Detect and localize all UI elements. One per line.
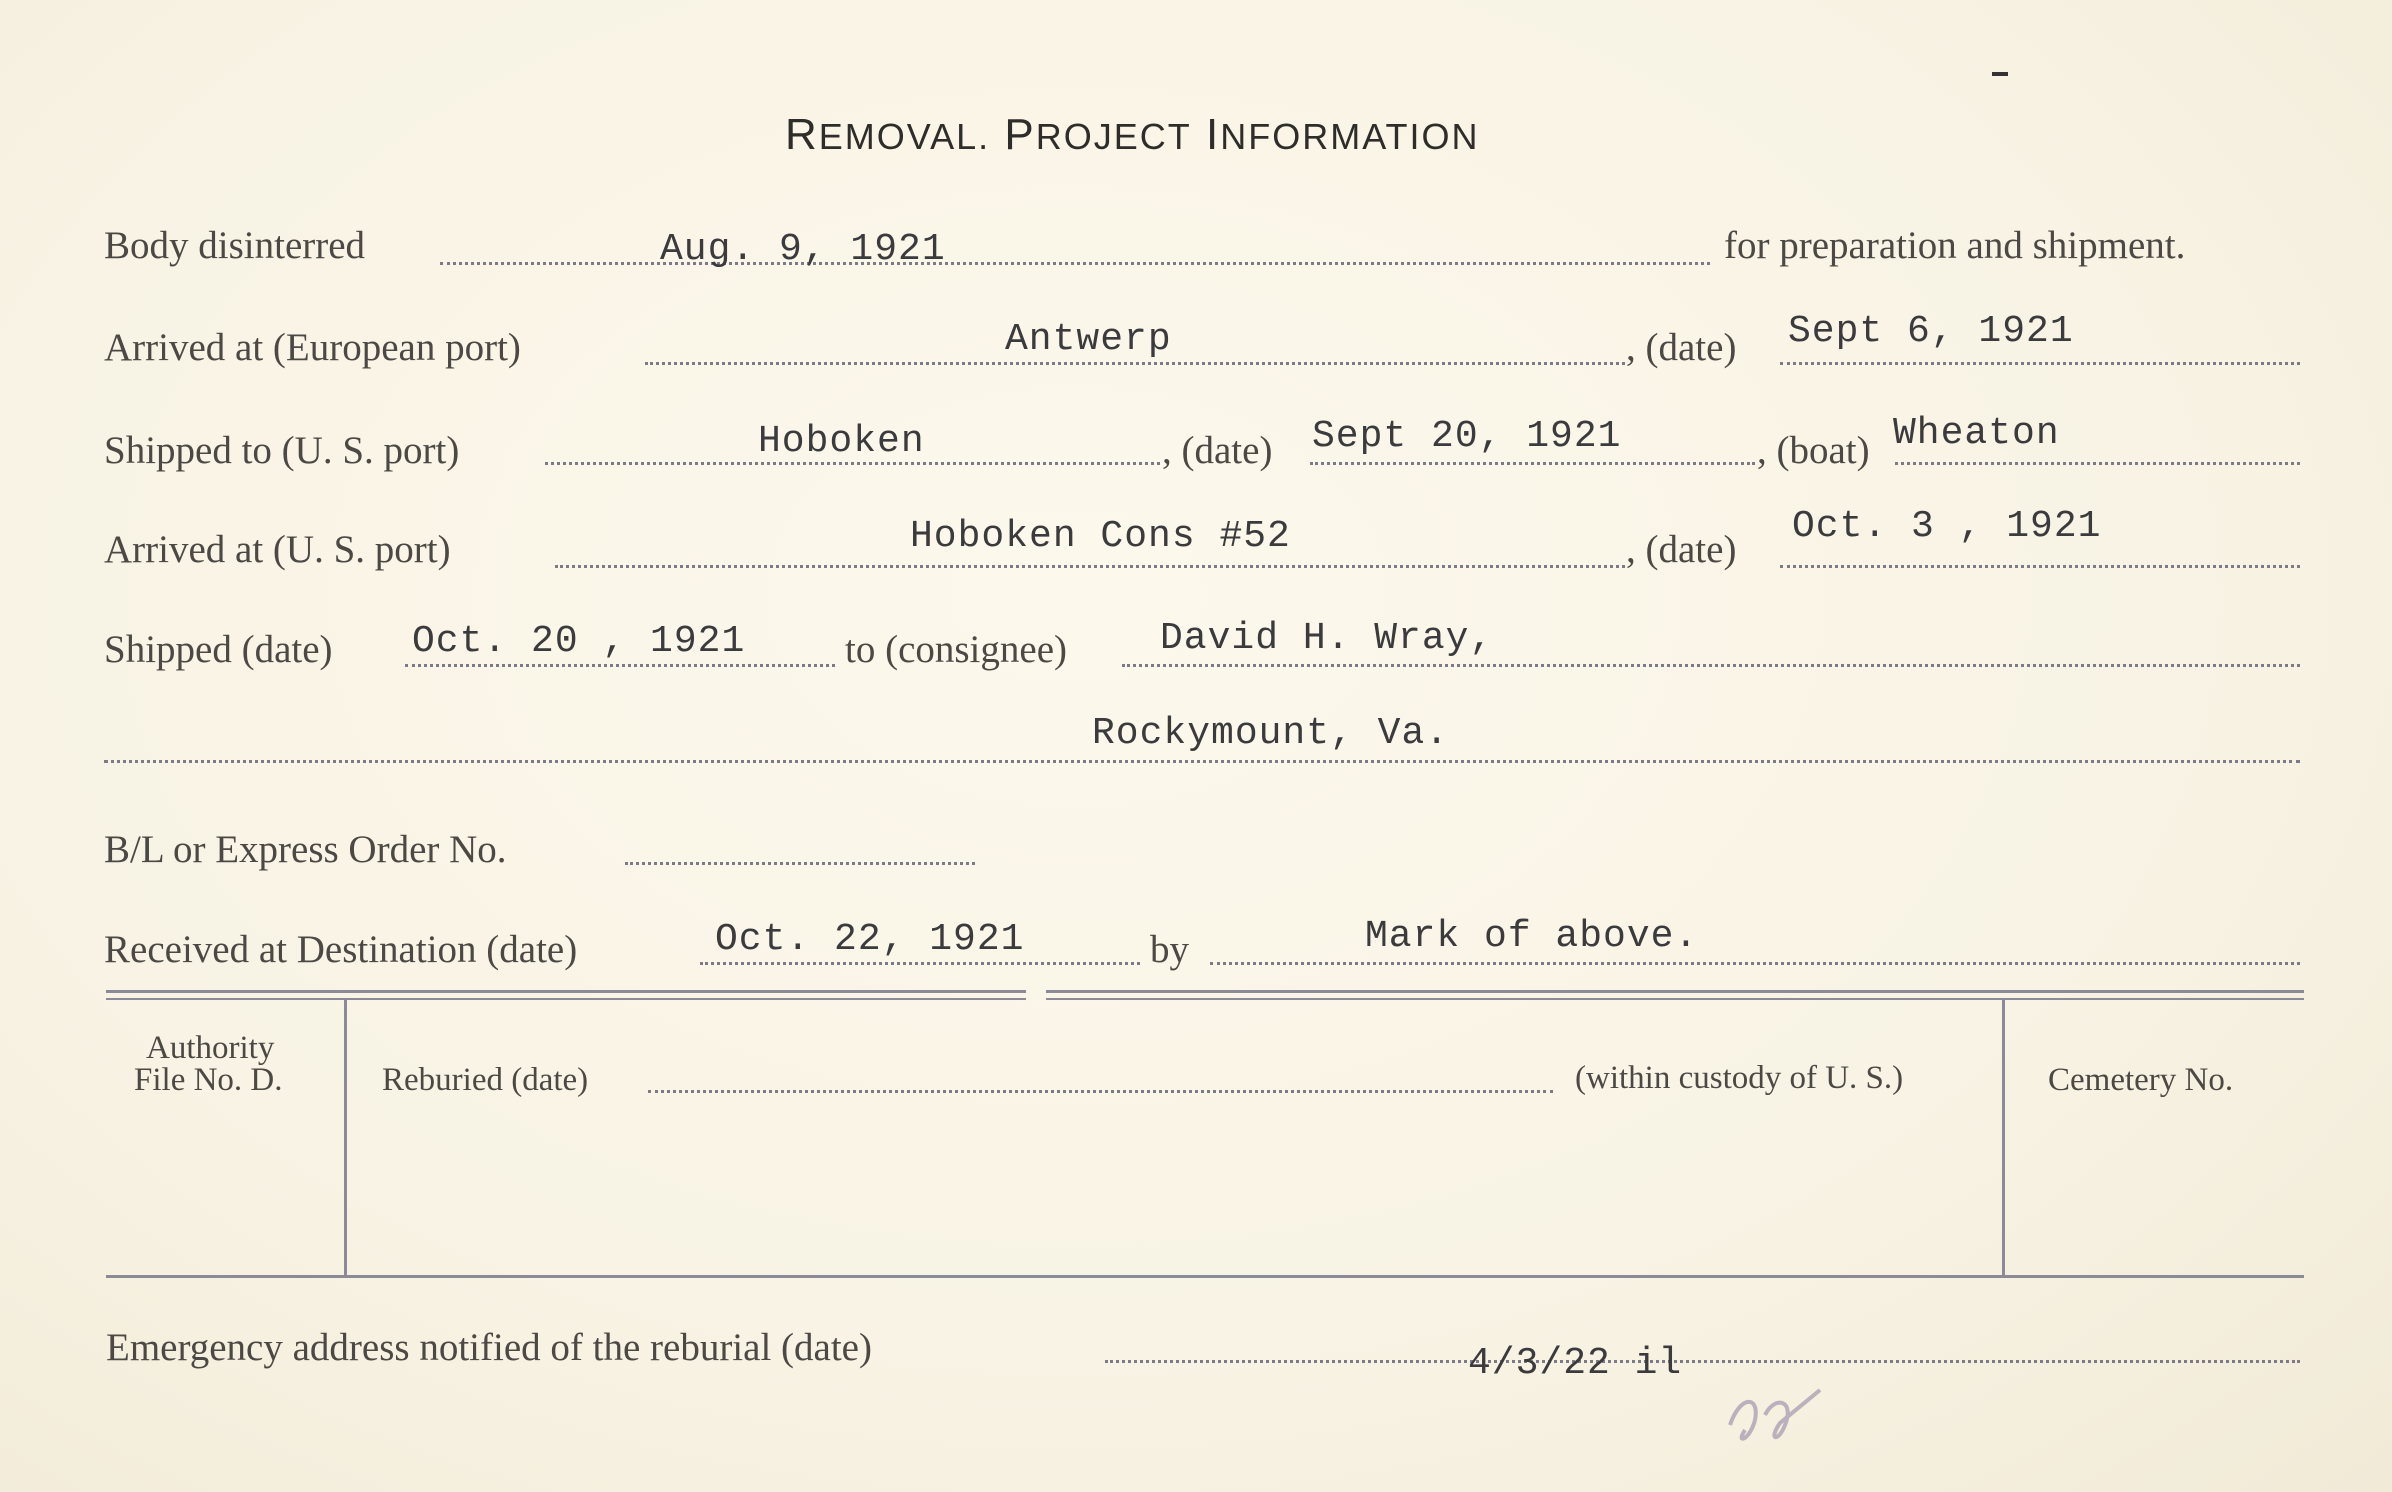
shipped-date-label: Shipped (date) [104, 628, 333, 671]
us-ship-date-line [1310, 462, 1755, 465]
emergency-label: Emergency address notified of the reburial (date) [106, 1326, 872, 1369]
box-top-rule-right-2 [1046, 998, 2304, 1000]
box-divider-right [2002, 1000, 2005, 1275]
custody-label: (within custody of U. S.) [1575, 1060, 1904, 1096]
box-bottom-rule [106, 1275, 2304, 1278]
to-consignee-label: to (consignee) [845, 628, 1068, 671]
shipped-date-value: Oct. 20 , 1921 [412, 620, 746, 663]
shipped-to-label: Shipped to (U. S. port) [104, 429, 460, 472]
received-by-value: Mark of above. [1365, 915, 1699, 958]
by-label: by [1150, 928, 1189, 971]
box-top-rule-right [1046, 990, 2304, 993]
box-top-rule-left-2 [106, 998, 1026, 1000]
emergency-line [1105, 1360, 2300, 1363]
form-title: REMOVAL. PROJECT INFORMATION [785, 110, 1480, 159]
consignee-address-line [104, 760, 2300, 763]
emergency-date-value: 4/3/22 il [1468, 1342, 1683, 1385]
european-port-line [645, 362, 1625, 365]
consignee-line [1122, 664, 2300, 667]
reburied-label: Reburied (date) [382, 1062, 589, 1098]
boat-label: , (boat) [1757, 429, 1870, 472]
bl-order-label: B/L or Express Order No. [104, 828, 507, 871]
received-dest-label: Received at Destination (date) [104, 928, 578, 971]
received-by-line [1210, 962, 2300, 965]
consignee-value: David H. Wray, [1160, 617, 1494, 660]
boat-value: Wheaton [1893, 412, 2060, 455]
arrived-us-port-value: Hoboken Cons #52 [910, 515, 1291, 558]
european-date-value: Sept 6, 1921 [1788, 310, 2074, 353]
arrived-us-port-line [555, 565, 1625, 568]
for-preparation-label: for preparation and shipment. [1724, 224, 2186, 267]
us-ship-date-value: Sept 20, 1921 [1312, 415, 1622, 458]
us-port-value: Hoboken [758, 420, 925, 463]
arrived-us-date-line [1780, 565, 2300, 568]
received-date-line [700, 962, 1140, 965]
us-ship-date-label: , (date) [1162, 429, 1273, 472]
cemetery-no-label: Cemetery No. [2048, 1062, 2234, 1098]
arrived-european-label: Arrived at (European port) [104, 326, 521, 369]
european-date-label: , (date) [1626, 326, 1737, 369]
authority-label-line1: Authority [146, 1030, 275, 1066]
arrived-us-date-label: , (date) [1626, 528, 1737, 571]
box-divider-left [344, 1000, 347, 1275]
handwritten-mark-icon [1720, 1385, 1830, 1455]
bl-order-line [625, 862, 975, 865]
box-top-rule-left [106, 990, 1026, 993]
arrived-us-date-value: Oct. 3 , 1921 [1792, 505, 2102, 548]
reburied-line [648, 1090, 1553, 1093]
shipped-date-line [405, 664, 835, 667]
authority-label-line2: File No. D. [134, 1062, 283, 1098]
received-date-value: Oct. 22, 1921 [715, 918, 1025, 961]
boat-line [1895, 462, 2300, 465]
ink-dash-icon [1992, 72, 2008, 76]
body-disinterred-label: Body disinterred [104, 224, 366, 267]
disinterred-date-value: Aug. 9, 1921 [660, 228, 946, 271]
arrived-us-label: Arrived at (U. S. port) [104, 528, 451, 571]
disinterred-line [440, 262, 1710, 265]
consignee-address-value: Rockymount, Va. [1092, 712, 1450, 755]
european-date-line [1780, 362, 2300, 365]
european-port-value: Antwerp [1005, 318, 1172, 361]
